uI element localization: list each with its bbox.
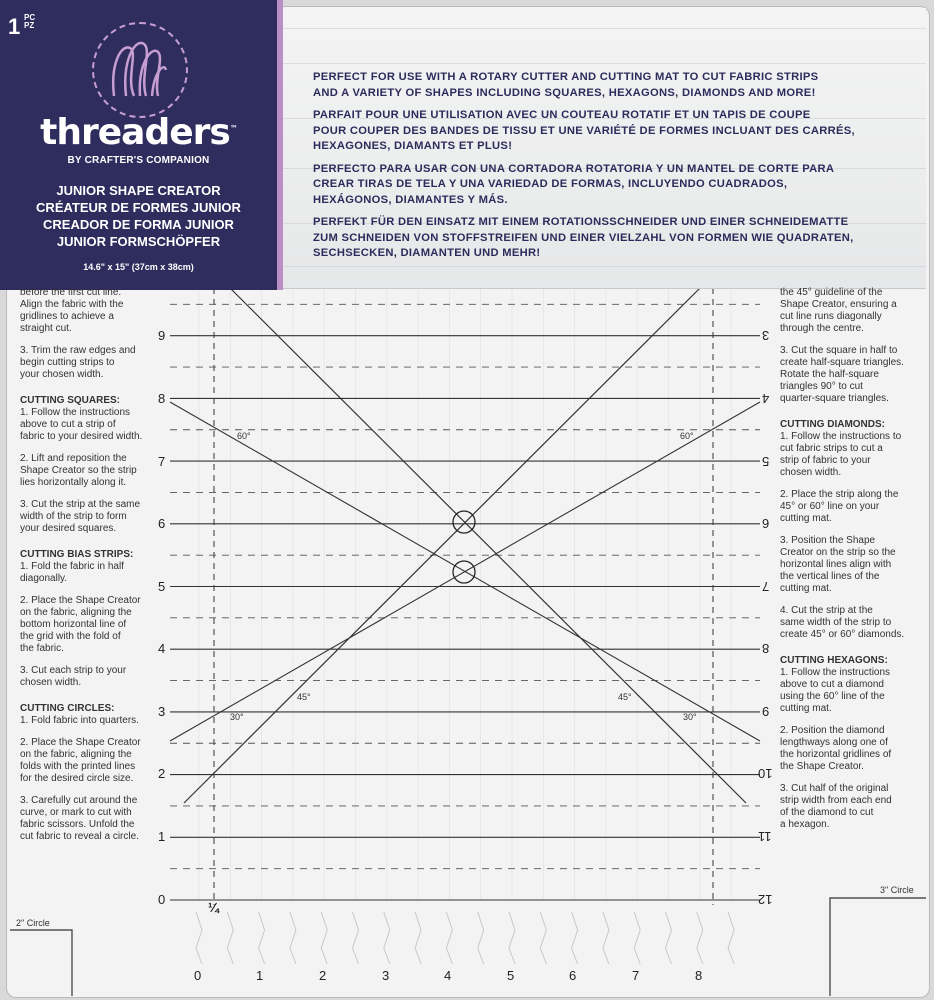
right-scale-label: 5	[762, 454, 770, 469]
description-de: PERFEKT FÜR DEN EINSATZ MIT EINEM ROTATIONSSCHNEIDER UND EINER SCHNEIDEMATTE ZUM SCHNEIDEN VON STOFFSTREIFEN UND EINER VIELZAHL VON FORMEN WIE QUADRATEN, SECHSECKEN, DIAMANTEN UND MEHR!	[313, 216, 854, 259]
angle-label-45: 45°	[618, 692, 632, 702]
zigzag-edge	[697, 912, 703, 964]
zigzag-edge	[478, 912, 484, 964]
bottom-scale-label: 4	[444, 968, 452, 983]
bottom-scale-label: 1	[256, 968, 264, 983]
circle-3in-guide	[830, 898, 926, 996]
left-scale-label: 1	[158, 829, 166, 844]
bottom-scale-label: 0	[194, 968, 202, 983]
left-scale-label: 8	[158, 391, 166, 406]
right-scale-label: 9	[762, 704, 770, 719]
left-scale-label: 7	[158, 454, 166, 469]
instruction-text: 2. Place the Shape Creator on the fabric, aligning the bottom horizontal line of the grid with the fold of the fabric.	[20, 595, 141, 654]
instruction-text: 2. Place the strip along the 45° or 60° line on your cutting mat.	[780, 489, 899, 524]
zigzag-edge	[666, 912, 672, 964]
section-heading: CUTTING CIRCLES:	[20, 703, 115, 714]
instruction-text: the 45° guideline of the Shape Creator, ensuring a cut line runs diagonally through the centre.	[780, 287, 897, 334]
left-scale-label: 6	[158, 516, 166, 531]
section-heading: CUTTING DIAMONDS:	[780, 419, 885, 430]
instruction-text: before the first cut line. Align the fabric with the gridlines to achieve a straight cut.	[20, 287, 124, 334]
section-heading: CUTTING BIAS STRIPS:	[20, 549, 134, 560]
left-instructions	[20, 287, 156, 843]
zigzag-edge	[446, 912, 452, 964]
instruction-text: 4. Cut the strip at the same width of the strip to create 45° or 60° diamonds.	[780, 605, 905, 640]
instruction-text: 3. Cut half of the original strip width from each end of the diamond to cut a hexagon.	[780, 783, 892, 830]
brand-name: threaders™	[40, 112, 237, 153]
right-scale-label: 4	[762, 391, 770, 406]
zigzag-edge	[728, 912, 734, 964]
bottom-scale-label: 3	[382, 968, 390, 983]
circle-3in-label: 3" Circle	[880, 885, 914, 895]
instruction-text: 3. Position the Shape Creator on the strip so the horizontal lines align with the vertical lines of the cutting mat.	[780, 535, 896, 594]
zigzag-edge	[572, 912, 578, 964]
instruction-text: 3. Cut the strip at the same width of the strip to form your desired squares.	[20, 499, 141, 534]
zigzag-edge	[290, 912, 296, 964]
brand-subtitle: BY CRAFTER'S COMPANION	[67, 155, 210, 166]
threaders-logo-icon	[92, 22, 188, 118]
product-size: 14.6" x 15" (37cm x 38cm)	[83, 262, 194, 272]
left-scale-label: 4	[158, 641, 166, 656]
right-scale-label: 8	[762, 641, 770, 656]
instruction-text: 1. Fold the fabric in half diagonally.	[20, 561, 124, 584]
left-scale-label: 3	[158, 704, 166, 719]
right-scale-label: 11	[758, 829, 772, 844]
right-scale-label: 3	[762, 328, 770, 343]
brand-panel	[0, 0, 283, 290]
instruction-text: 1. Follow the instructions above to cut a strip of fabric to your desired width.	[20, 407, 143, 442]
zigzag-edge	[603, 912, 609, 964]
angle-label-60: 60°	[680, 431, 694, 441]
section-heading: CUTTING HEXAGONS:	[780, 655, 888, 666]
angle-label-45: 45°	[297, 692, 311, 702]
section-heading: CUTTING SQUARES:	[20, 395, 120, 406]
product-names	[0, 182, 277, 250]
instruction-text: 2. Place the Shape Creator on the fabric, aligning the folds with the printed lines for the desired circle size.	[20, 737, 141, 784]
quarter-inch-label: ¼	[208, 900, 219, 915]
bottom-scale-label: 8	[695, 968, 703, 983]
description-en: PERFECT FOR USE WITH A ROTARY CUTTER AND CUTTING MAT TO CUT FABRIC STRIPS AND A VARIETY OF SHAPES INCLUDING SQUARES, HEXAGONS, DIAMONDS AND MORE!	[313, 71, 819, 99]
zigzag-edge	[353, 912, 359, 964]
right-scale-label: 7	[762, 579, 770, 594]
instruction-text: 3. Carefully cut around the curve, or mark to cut with fabric scissors. Unfold the cut fabric to reveal a circle.	[20, 795, 139, 842]
instruction-text: 1. Follow the instructions above to cut a diamond using the 60° line of the cutting mat.	[780, 667, 891, 714]
zigzag-edge	[227, 912, 233, 964]
product-name-en: JUNIOR SHAPE CREATOR	[56, 183, 221, 198]
bottom-scale-label: 2	[319, 968, 327, 983]
zigzag-edge	[321, 912, 327, 964]
bottom-scale-label: 6	[569, 968, 577, 983]
product-descriptions	[313, 70, 913, 269]
right-instructions	[780, 287, 910, 831]
zigzag-edge	[509, 912, 515, 964]
circle-2in-guide	[10, 930, 72, 996]
instruction-text: 1. Follow the instructions to cut fabric strips to cut a strip of fabric to your chosen width.	[780, 431, 902, 478]
description-fr: PARFAIT POUR UNE UTILISATION AVEC UN COUTEAU ROTATIF ET UN TAPIS DE COUPE POUR COUPER DES BANDES DE TISSU ET UNE VARIÉTÉ DE FORMES INCLUANT DES CARRÉS, HEXAGONES, DIAMANTS ET PLUS!	[313, 109, 855, 152]
instruction-text: 3. Cut the square in half to create half-square triangles. Rotate the half-square triangles 90° to cut quarter-square triangles.	[780, 345, 904, 404]
right-scale-label: 10	[758, 766, 773, 781]
product-name-de: JUNIOR FORMSCHÖPFER	[56, 234, 221, 249]
angle-label-60: 60°	[237, 431, 251, 441]
zigzag-edge	[634, 912, 640, 964]
zigzag-edge	[196, 912, 202, 964]
zigzag-edge	[259, 912, 265, 964]
bottom-scale-label: 5	[507, 968, 515, 983]
instruction-text: 2. Lift and reposition the Shape Creator so the strip lies horizontally along it.	[20, 453, 137, 488]
instruction-text: 3. Trim the raw edges and begin cutting strips to your chosen width.	[20, 345, 136, 380]
description-es: PERFECTO PARA USAR CON UNA CORTADORA ROTATORIA Y UN MANTEL DE CORTE PARA CREAR TIRAS DE TELA Y UNA VARIEDAD DE FORMAS, INCLUYENDO CUADRADOS, HEXÁGONOS, DIAMANTES Y MÁS.	[313, 162, 835, 206]
product-name-fr: CRÉATEUR DE FORMES JUNIOR	[36, 200, 241, 215]
left-scale-label: 5	[158, 579, 166, 594]
left-scale-label: 0	[158, 892, 166, 907]
right-scale-label: 6	[762, 516, 770, 531]
right-scale-label: 12	[758, 892, 773, 907]
left-scale-label: 2	[158, 766, 166, 781]
zigzag-edge	[384, 912, 390, 964]
product-name-es: CREADOR DE FORMA JUNIOR	[43, 217, 234, 232]
bottom-scale-label: 7	[632, 968, 640, 983]
zigzag-edge	[415, 912, 421, 964]
angle-label-30: 30°	[230, 712, 244, 722]
piece-count: 1 PC PZ	[8, 13, 36, 39]
instruction-text: 3. Cut each strip to your chosen width.	[20, 665, 127, 688]
instruction-text: 2. Position the diamond lengthways along one of the horizontal gridlines of the Shape Creator.	[780, 725, 892, 772]
zigzag-edge	[540, 912, 546, 964]
angle-label-30: 30°	[683, 712, 697, 722]
instruction-text: 1. Fold fabric into quarters.	[20, 715, 139, 726]
left-scale-label: 9	[158, 328, 166, 343]
circle-2in-label: 2" Circle	[16, 918, 50, 928]
